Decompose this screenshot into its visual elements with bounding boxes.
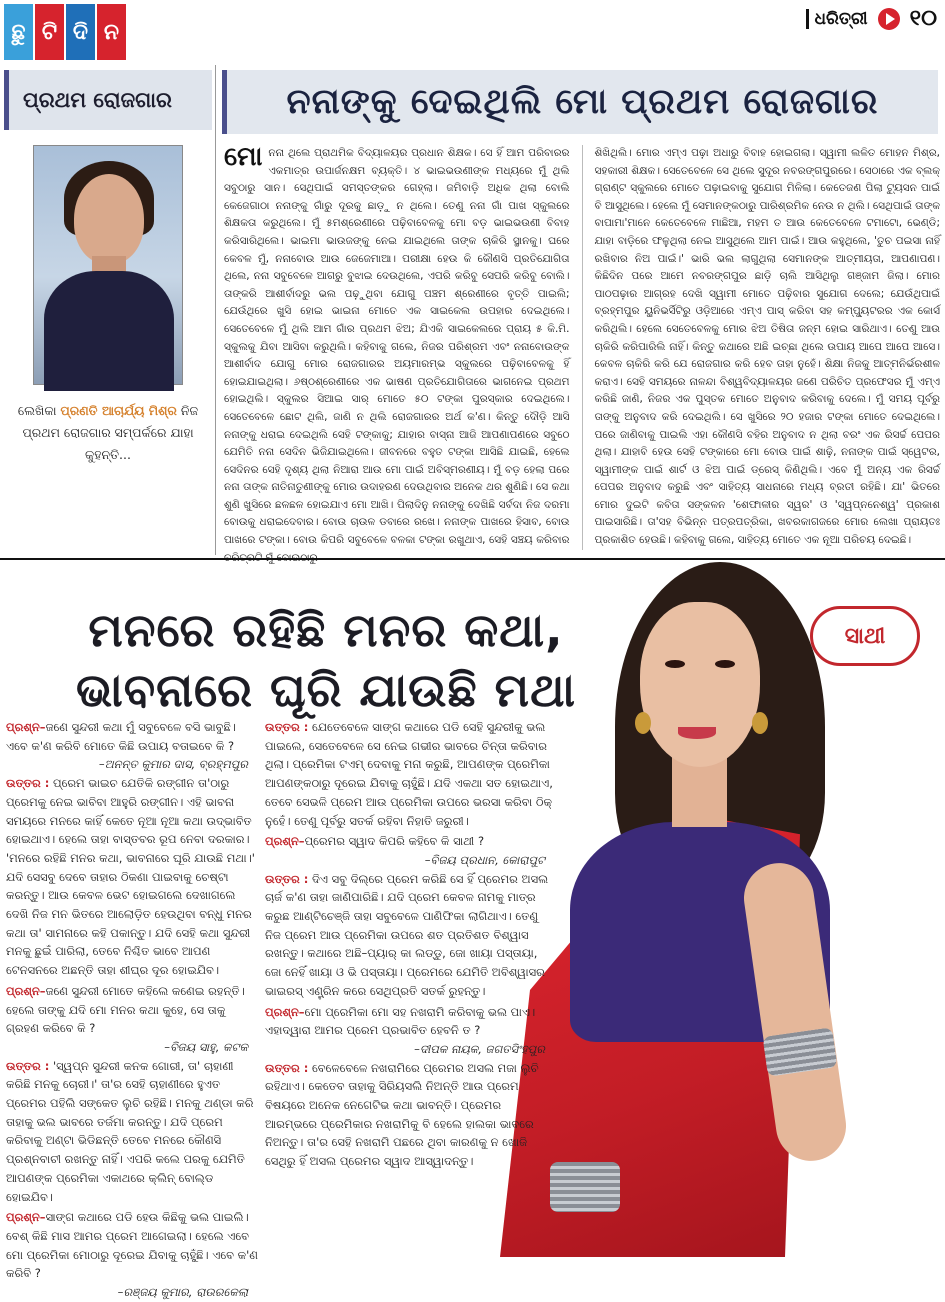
qa-item [6,718,258,980]
drop-cap: ମୋ [224,142,263,172]
model-eye [665,660,685,668]
question-text: ଜଣେ ସୁନ୍ଦରୀ କଥା ମୁଁ ସବୁବେଳେ ବସି ଭାବୁଛି। ଏବେ କ'ଣ କରିବି ମୋତେ କିଛି ଉପାୟ ବତାଇବେ କି ? [6,720,236,753]
photo-face [74,174,144,264]
article-column-1 [224,142,570,550]
question-text: ମୋ ପ୍ରେମିକା ମୋ ସହ ନଖରାମି କରିବାକୁ ଭଲ ପାଏ। ଏହାଦ୍ୱାରା ଆମର ପ୍ରେମ ପ୍ରଭାବିତ ହେବନି ତ ? [265,1004,536,1038]
model-face [640,602,760,767]
article-column-2 [595,145,941,550]
question-text: ପ୍ରେମର ସ୍ୱାଦ କିପରି କହିବେ କି ସାଥୀ ? [304,834,485,849]
column-text: ନନା ଥିଲେ ପ୍ରାଥମିକ ବିଦ୍ୟାଳୟର ପ୍ରଧାନ ଶିକ୍ଷକ। ସେ ହିଁ ଆମ ପରିବାରର ଏକମାତ୍ର ଉପାର୍ଜନକ୍ଷମ ବ୍ୟକ୍ତି। ୪ ଭାଇଭଉଣୀଙ୍କ ମଧ୍ୟରେ ମୁଁ ଥିଲି ସବୁଠାରୁ ସାନ। ସେଥିପାଇଁ ସମସ୍ତଙ୍କର ଗେହ୍ଲା। ଜମିବାଡ଼ି ଅଧିକ ଥିଲା ବୋଲି କେଜେଗାଠା ନନାଙ୍କୁ ଗାଁରୁ ଦୂରକୁ ଛାଡ଼ୁ ନ ଥିଲେ। ତେଣୁ ନନା ଗାଁ ପାଖ ସ୍କୁଲରେ ଶିକ୍ଷକତା କରୁଥିଲେ। ମୁଁ ୫ମଶ୍ରେଣୀରେ ପଢ଼ିବାବେଳକୁ ମୋ ବଡ଼ ଭାଇଭଉଣୀ ବିବାହ କରିସାରିଥିଲେ। ଭାଇମା ଭାଉଜଙ୍କୁ ନେଇ ଯାଇଥିଲେ ତାଙ୍କ ଚାକିରି ସ୍ଥାନକୁ। ଘରେ କେବଳ ମୁଁ, ନନାବୋଉ ଆଉ ଜେଜେମାଆ। ପରୀକ୍ଷା ହେଉ କି କୌଣସି ପ୍ରତିଯୋଗିତା ଥିଲେ, ନନା ସବୁବେଳେ ଆଗରୁ ବୁଝାଇ ଦେଉଥିଲେ, ଏପରି କରିବୁ ସେପରି କରିବୁ ବୋଲି। ତାଙ୍କରି ଆଶୀର୍ବାଦରୁ ଭଲ ପଢ଼ୁଥିବା ଯୋଗୁ ପଞ୍ଚମ ଶ୍ରେଣୀରେ ବୃତ୍ତି ପାଇଲି; ଯେଉଁଥିରେ ଖୁସି ହୋଇ ଭାଇନା ମୋତେ ଏକ ସାଇକେଲ ଉପହାର ଦେଇଥିଲେ। ସେତେବେଳେ ମୁଁ ଥିଲି ଆମ ଗାଁର ପ୍ରଥମ ଝିଅ; ଯିଏକି ସାଇକେଲରେ ପ୍ରାୟ ୫ କି.ମି. ସ୍କୁଲକୁ ଯିବା ଆସିବା କରୁଥିଲି। କହିବାକୁ ଗଲେ, ନିଜର ପରିଶ୍ରମ ଏବଂ ନନାବୋଉଙ୍କ ଆଶୀର୍ବାଦ ଯୋଗୁ ମୋର ରୋଜଗାରର ଅୟମାରମ୍ଭ ସ୍କୁଲରେ ପଢ଼ିବାବେଳକୁ ହିଁ ହୋଇଯାଇଥିଲା। ୬ଷ୍ଠଶ୍ରେଣୀରେ ଏକ ଭାଷଣ ପ୍ରତିଯୋଗିତାରେ ଭାଗନେଇ ପ୍ରଥମ ହୋଇଥିଲି। ସ୍କୁଲର ସିଆଇ ସାର୍ ମୋତେ ୫୦ ଟଙ୍କା ପୁରସ୍କାର ଦେଇଥିଲେ। ସେତେବେଳେ ଛୋଟ ଥିଲି, ଜାଣି ନ ଥିଲି ରୋଜଗାରର ଅର୍ଥ କ'ଣ। କିନ୍ତୁ ଦୌଡ଼ି ଆସି ନନାଙ୍କୁ ଧରାଇ ଦେଇଥିଲି ସେହି ଟଙ୍କାକୁ; ଯାହାର ବାସ୍ନା ଆଜି ଆପଣାପଣରେ ସବୁଠେ ଯେମିତି ନନା ସେଦିନ ଭିଜିଯାଇଥିଲେ। ଜୀବନରେ ବହୁତ ଟଙ୍କା ଆସିଛି ଯାଇଛି, ହେଲେ ସେଦିନର ସେହି ଦୃଶ୍ୟ ଥିଲା ନିଆରା ଆଉ ମୋ ପାଇଁ ଅବିସ୍ମରଣୀୟ। ମୁଁ ବଡ଼ ହେଲା ପରେ ନନା ତାଙ୍କ ନାତିନାତୁଣୀଙ୍କୁ ମୋର ଉଦାହରଣ ଦେଉଥିବାର ଅନେକ ଥର ଶୁଣିଛି। ସେ କଥା ଶୁଣି ଖୁସିରେ ଛଳଛଳ ହୋଇଯାଏ ମୋ ଆଖି। ପିଲାଦିନୁ ନନାଙ୍କୁ ଦେଖିଛି ସର୍ବଦା ନିଜ ଦରମା ବୋଉକୁ ଧରାଇଦେବାର। ବୋଉ ଚାଉଳ ଡବାରେ ରଖେ। ନନାଙ୍କ ପାଖରେ ହିସାବ, ବୋଉ ପାଖରେ ଟଙ୍କା। ବୋଉ କିପରି ସବୁବେଳେ ବଳକା ଟଙ୍କା ରଖୁଥାଏ, ସେହି ସଞ୍ଚୟ କରିବାର [224,147,570,547]
newspaper-name: ଧରିତ୍ରୀ [806,9,868,29]
section-label: ପ୍ରଥମ ରୋଜଗାର [4,70,212,130]
column-rule [215,65,216,555]
answer-text: 'ସ୍ୱପ୍ନ ସୁନ୍ଦରୀ କନକ ଗୋରୀ, ତା' ଚାହାଣୀ କରିଛି ମନକୁ ଚୋରୀ।' ତା'ର ସେହି ଚାହାଣୀରେ ହୁଏତ ପ୍ରେମର ପହିଲି ସଙ୍କେତ ଲୁଚି ରହିଛି। ମନକୁ ଥଣ୍ଡା କରି ତାହାକୁ ଭଲ ଭାବରେ ତର୍ଜମା କରନ୍ତୁ। ଯଦି ପ୍ରେମ କରିବାକୁ ଅଣ୍ଟା ଭିଡିଛନ୍ତି ତେବେ ମନରେ କୌଣସି ପ୍ରଶ୍ନବାଚୀ ରଖନ୍ତୁ ନାହିଁ। ଏପରି କଲେ ପରକୁ ଯେମିତି ଆପଣଙ୍କ ପ୍ରେମିକା ଏକାଥରେ କ୍ଲିନ୍ ବୋଲ୍ଡ ହୋଇଯିବ। [6,1058,254,1204]
caption-suffix: ନିଜ ପ୍ରଥମ ରୋଜଗାର ସମ୍ପର୍କରେ ଯାହା କୁହନ୍ତି... [22,403,199,462]
logo-tile: ଟି [35,4,64,60]
section-logo [4,4,128,60]
column-divider [582,145,583,550]
question-text: ଜଣେ ସୁନ୍ଦରୀ ମୋତେ କହିଲେ କଣେଇ ରହନ୍ତି। ହେଲେ ତାଙ୍କୁ ଯଦି ମୋ ମନର କଥା କୁହେ, ସେ ତାକୁ ଗ୍ରହଣ କରିବେ କି ? [6,983,245,1036]
headline-line-2: ଭାବନାରେ ଘୂରି ଯାଉଛି ମଥା [76,663,576,717]
answer-label: ଉତ୍ତର : [265,871,309,886]
answer-text: ବେଳେବେଳେ ନଖରାମିରେ ପ୍ରେମର ଅସଲ ମଜା ଲୁଚି ରହିଥାଏ। କେତେବ ତାହାକୁ ସିରିୟସଲି ନିଅନ୍ତି ଆଉ ପ୍ରେମ ବିଷୟରେ ଅନେକ ନେଗେଟିଭ କଥା ଭାବନ୍ତି। ପ୍ରେମର ଆରମ୍ଭରେ ପ୍ରେମିକାର ନଖରାମିକୁ ବି ହେଲେ ହାଲକା ଭାବରେ ନିଅନ୍ତୁ। ତା'ର ସେହି ନଖରାମି ପଛରେ ଥିବା କାରଣକୁ ନ ଖୋଜି ସେଥିରୁ ହିଁ ଅସଲ ପ୍ରେମର ସ୍ୱାଦ ଆସ୍ୱାଦନ୍ତୁ। [265,1060,539,1169]
headline-line-1: ମନରେ ରହିଛି ମନର କଥା, [88,603,564,657]
logo-tile: ଦି [66,4,95,60]
earring-icon [752,712,768,734]
answer-label: ଉତ୍ତର : [6,1058,50,1073]
model-neck [672,757,727,827]
bangles-icon [550,1162,620,1212]
advice-headline [6,600,646,720]
author-name: ପ୍ରଣତି ଆଚାର୍ଯ୍ୟ ମିଶ୍ର [60,403,177,418]
question-signature: –ଦୀପକ ନାୟକ, ଜଗତସିଂହପୁର [414,1041,545,1056]
article-headline: ନନାଙ୍କୁ ଦେଇଥିଲି ମୋ ପ୍ରଥମ ରୋଜଗାର [222,70,938,134]
question-label: ପ୍ରଶ୍ନ– [265,834,305,849]
play-icon [878,8,900,30]
answer-text: ପ୍ରେମ ଭାଇଚ ଯେତିକି ରଙ୍ଗୀନ ତା'ଠାରୁ ପ୍ରେମକୁ ନେଇ ଭାବିବା ଆହୁରି ରଙ୍ଗୀନ। ଏହି ଭାବନା ସମୟରେ ମନରେ କାହିଁ କେତେ ନୂଆ ନୂଆ କଥା ଉଦ୍‌ଭାବିତ ହୋଇଥାଏ। ହେଲେ ତାହା ବାସ୍ତବର ରୂପ ନେବା ଦରକାର। 'ମନରେ ରହିଛି ମନର କଥା, ଭାବନାରେ ଘୂରି ଯାଉଛି ମଥା।' ଯଦି ସେସବୁ ଦେବେ ତାହାର ଠିକଣା ପାଇବାକୁ ଚେଷ୍ଟା କରନ୍ତୁ। ଆଉ କେବଳ ଭେଟ ହୋଇଗଲେ ଦେଖାଗଲେ ଦେଖି ନିଜ ମନ ଭିତରେ ଆଲୋଡ଼ିତ ହେଉଥିବା ବନ୍ଧୁ ମନର କଥା ତା' ସାମନାରେ କହି ପକାନ୍ତୁ। ଯଦି ସେହି କଥା ସୁନ୍ଦରୀ ମନକୁ ଛୁଇଁ ପାରିଲା, ତେବେ ନିଶ୍ଚିତ ଭାବେ ଆପଣ ଟେନସନରେ ଅଛନ୍ତି ତାହା ଶୀଘ୍ର ଦୂର ହୋଇଯିବ। [6,776,255,978]
question-signature: –ବିଜୟ ପ୍ରଧାନ, କୋରାପୁଟ [424,852,545,867]
answer-text: ଦିଏ ସବୁ ଦିଲ୍‌ରେ ପ୍ରେମ କରିଛି ସେ ହିଁ ପ୍ରେମର ଅସଲ ଚାର୍ଜ କ'ଣ ତାହା ଜାଣିପାରିଛି। ଯଦି ପ୍ରେମ କେବଳ ନାମକୁ ମାତ୍ର କରୁଛ ଆଣ୍ଟିଚେଞ୍ଜି ତାହା ସବୁବେଳେ ପାଣିଫିକା ଲାଗିଥାଏ। ତେଣୁ ନିଜ ପ୍ରେମ ଆଉ ପ୍ରେମିକା ଉପରେ ଶତ ପ୍ରତିଶତ ବିଶ୍ୱାସ ରଖନ୍ତୁ। କଥାରେ ଅଛି–ପ୍ୟାର୍ କା ଲଡ୍ଡୁ, ଜୋ ଖାୟା ପସ୍ତାୟା, ଜୋ ନେହିଁ ଖାୟା ଓ ଭି ପସ୍ତାୟା। ପ୍ରେମରେ ଯେମିତି ଅବିଶ୍ୱାସର ଭାଇରସ୍ ଏଣ୍ଟ୍ରିନ କରେ ସେଥିପ୍ରତି ସତର୍କ ରୁହନ୍ତୁ। [265,871,549,998]
brand-block [806,6,938,31]
page-number: ୧୦ [909,6,937,31]
qa-column-left [6,718,258,1300]
question-signature: –ରଞ୍ଜୟ କୁମାର, ରାଉରକେଲା [117,1285,248,1300]
logo-tile: ନ [97,4,126,60]
answer-label: ଉତ୍ତର : [6,776,50,791]
qa-item [265,832,555,1000]
author-photo [33,145,183,385]
qa-item [6,1208,258,1302]
qa-item [6,982,258,1206]
question-signature: –ଅନନ୍ତ କୁମାର ଦାସ, ବ୍ରହ୍ମପୁର [98,757,248,772]
qa-column-middle [265,718,555,1169]
masthead [0,0,945,62]
question-label: ପ୍ରଶ୍ନ– [6,720,46,734]
question-label: ପ୍ରଶ୍ନ– [265,1004,305,1019]
author-column [8,145,208,545]
logo-tile: ଛୁ [4,4,33,60]
first-earning-article [0,65,945,555]
answer-label: ଉତ୍ତର : [265,720,309,734]
model-eye [715,660,735,668]
question-label: ପ୍ରଶ୍ନ– [6,983,46,998]
author-caption [8,400,208,466]
caption-prefix: ଲେଖିକା [17,403,57,418]
answer-text: ଯେତେବେଳେ ସାଙ୍ଗ କଥାରେ ପଡି ସେହି ସୁନ୍ଦରୀକୁ ଭଲ ପାଇଲେ, ସେତେବେଳେ ସେ ନେଇ ଗଭୀର ଭାବରେ ଚିନ୍ତା କରିବାର ଥିଲା। ପ୍ରେମିକା ଟଏମ୍ ଦେବାକୁ ମନା କରୁଛି, ଆପଣଙ୍କ ପ୍ରେମିକା ଆପଣଙ୍କଠାରୁ ଦୂରେଇ ଯିବାକୁ ଚାହୁଁଛି। ଯଦି ଏକଥା ସତ ହୋଇଥାଏ, ତେବେ ସେଭଳି ପ୍ରେମ ଆଉ ପ୍ରେମିକା ଉପରେ ଭରସା କରିବା ଠିକ୍ ନୁହେଁ। ତେଣୁ ପୂର୍ବରୁ ସତର୍କ ରହିବା ନିହାତି ଜରୁରୀ। [265,720,553,828]
model-lips [678,727,716,739]
section-divider [0,558,945,560]
column-text: ଶିଖିଥିଲି। ମୋର ଏମ୍‌ଏ ପଢ଼ା ଅଧାରୁ ବିବାହ ହୋଇଗଲା। ସ୍ୱାମୀ ଲଳିତ ମୋହନ ମିଶ୍ର, ସହକାରୀ ଶିକ୍ଷକ। ସେତେବେଳେ ସେ ଥିଲେ ସୁଦୂର ନବରଙ୍ଗପୁରରେ। ସେଠାରେ ଏକ ବ୍ଲକ୍ ଗ୍ରାଣ୍ଟ ସ୍କୁଲରେ ମୋତେ ପଢ଼ାଇବାକୁ ସୁଯୋଗ ମିଳିଲା। କେତେଜଣ ପିଲା ଟ୍ୟୁସନ ପାଇଁ ବି ଆସୁଥିଲେ। ହେଲେ ମୁଁ ସେମାନଙ୍କଠାରୁ ପାରିଶ୍ରମିକ ନେଉ ନ ଥିଲି। ସେଥିପାଇଁ ତାଙ୍କ ବାପାମା'ମାନେ କେତେବେଳେ ମାଛିଆ, ମହମ ତ ଆଉ କେତେବେଳେ ଟମାଟୋ, ଭେଣ୍ଡି; ଯାହା ବାଡ଼ିରେ ଫଳୁଥିଲା ନେଇ ଆସୁଥିଲେ ଆମ ପାଇଁ। ଆଉ କହୁଥିଲେ, 'ତୁଚ ପଇସା ନାହିଁ ରଖିବାର ନିଅ ପାଇଁ।' ଭାରି ଭଲ ଲାଗୁଥିଲା ସେମାନଙ୍କ ଆତ୍ମୀୟତା, ଆପଣାପଣ। କିଛିଦିନ ପରେ ଆମେ ନବରଙ୍ଗପୁର ଛାଡ଼ି ଚାଲି ଆସିଥିଲୁ ଗଞ୍ଜାମ ଜିଲା। ମୋର ପାଠପଢ଼ାର ଆଗ୍ରହ ଦେଖି ସ୍ୱାମୀ ମୋତେ ପଢ଼ିବାର ସୁଯୋଗ ଦେଲେ; ଯେଉଁଥିପାଇଁ ବ୍ରହ୍ମପୁର ୟୁନିଭର୍ସିଟିରୁ ଓଡ଼ିଆରେ ଏମ୍‌ଏ ପାସ୍ କରିବା ସହ କମ୍ପ୍ୟୁଟରର ଏକ କୋର୍ସ କରିଥିଲି। ହେଲେ ସେତେବେଳକୁ ମୋର ଝିଅ ତିଷିତା ଜନ୍ମ ହୋଇ ସାରିଥାଏ। ତେଣୁ ଆଉ ଚାକିରି କରିପାରିଲି ନାହିଁ। କିନ୍ତୁ କଥାରେ ଅଛି ଇଚ୍ଛା ଥିଲେ ଉପାୟ ଆପେ ଆପେ ଆସେ। କେବଳ ଚାକିରି କରି ଯେ ରୋଜଗାର କରି ହେବ ତାହା ନୁହେଁ। ଶିକ୍ଷା ନିଜକୁ ଆତ୍ମନିର୍ଭରଶୀଳ କରାଏ। ସେହି ସମୟରେ ନାଳନ୍ଦା ବିଶ୍ୱବିଦ୍ୟାଳୟର ଜଣେ ପରିଚିତ ପ୍ରଫେସର ମୁଁ ଏମ୍‌ଏ କରିଛି ଜାଣି, ନିଜର ଏକ ପୁସ୍ତକ ମୋତେ ଅନୁବାଦ କରିବାକୁ ଦେଲେ। ମୁଁ ସମୟ ପୂର୍ବରୁ ତାଙ୍କୁ ଅନୁବାଦ କରି ଦେଇଥିଲି। ସେ ଖୁସିରେ ୨୦ ହଜାର ଟଙ୍କା ମୋତେ ଦେଇଥିଲେ। ପରେ ଜାଣିବାକୁ ପାଇଲି ଏହା କୌଣସି ବହିର ଅନୁବାଦ ନ ଥିଲା ବରଂ ଏକ ରିସର୍ଚ୍ଚ ପେପର ଥିଲା। ଯାହାବି ହେଉ ସେହି ଟଙ୍କାରେ ମୋ ବୋଉ ପାଇଁ ଶାଢ଼ି, ନନାଙ୍କ ପାଇଁ ସ୍ୱେଟର, ସ୍ୱାମୀଙ୍କ ପାଇଁ ଶାର୍ଟ ଓ ଝିଅ ପାଇଁ ଡ୍ରେସ୍ କିଣିଥିଲି। ଏବେ ମୁଁ ଅନ୍ୟ ଏକ ରିସର୍ଚ୍ଚ ପେପର ଅନୁବାଦ କରୁଛି ଏବଂ ସାହିତ୍ୟ ସାଧନାରେ ମଧ୍ୟ ବ୍ରତୀ ରହିଛି। ଯା' ଭିତରେ ମୋର ଦୁଇଟି କବିତା ସଙ୍କଳନ 'ଶେଫାଳୀର ସ୍ୱର' ଓ 'ସ୍ୱପ୍ନନେଶ୍ୱ' ପ୍ରକାଶ ପାଇସାରିଛି। ତା'ସହ ବିଭିନ୍ନ ପତ୍ରପତ୍ରିକା, ଖବରକାଗଜରେ ମୋର ଲେଖା ପ୍ରାୟତଃ ପ୍ରକାଶିତ ହେଉଛି। କହିବାକୁ ଗଲେ, ସାହିତ୍ୟ ମୋତେ ଏକ ନୂଆ ପରିଚୟ ଦେଇଛି। [594,147,940,547]
photo-body [44,271,174,391]
question-text: ସାଙ୍ଗ କଥାରେ ପଡି ହେଉ କିଛିକୁ ଭଲ ପାଇଲି। ବେଶ୍ କିଛି ମାସ ଆମର ପ୍ରେମ ଆଗେଇଲା। ହେଲେ ଏବେ ମୋ ପ୍ରେମିକା ମୋଠାରୁ ଦୂରେଇ ଯିବାକୁ ଚାହୁଁଛି। ଏବେ କ'ଣ କରିବି ? [6,1210,258,1281]
question-signature: –ବିଜୟ ସାହୁ, କଟକ [164,1039,248,1054]
answer-label: ଉତ୍ତର : [265,1060,309,1075]
qa-item [265,1003,555,1171]
question-label: ପ୍ରଶ୍ନ– [6,1210,46,1225]
qa-item [265,718,555,830]
article-body [224,142,940,550]
sathi-badge: ସାଥୀ [810,606,920,666]
